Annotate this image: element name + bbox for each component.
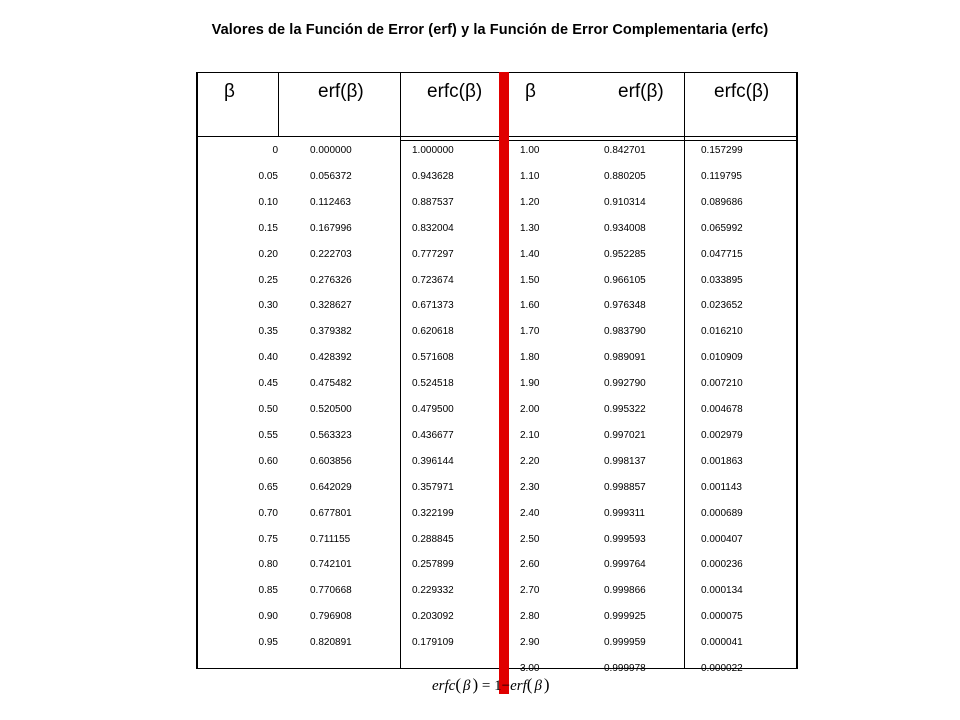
left-cell: 0.056372 — [310, 170, 352, 182]
left-cell: 0.15 — [258, 222, 278, 234]
right-cell: 2.90 — [520, 637, 540, 649]
left-cell: 0.328627 — [310, 300, 352, 312]
left-cell: 0.475482 — [310, 378, 352, 390]
right-cell: 0.998137 — [604, 455, 646, 467]
formula-one: 1 — [494, 678, 502, 694]
left-cell: 0.203092 — [412, 611, 454, 623]
right-cell: 0.016210 — [701, 326, 743, 338]
right-cell: 3.00 — [520, 663, 540, 674]
left-cell: 0.85 — [258, 585, 278, 597]
formula-equals: = — [481, 678, 491, 694]
right-cell: 2.00 — [520, 404, 540, 415]
left-cell: 0.112463 — [310, 196, 351, 208]
left-cell: 1.000000 — [412, 145, 454, 156]
formula-beta-rhs: β — [534, 678, 542, 694]
left-cell: 0.379382 — [310, 326, 352, 338]
right-cell: 0.089686 — [701, 196, 743, 208]
left-cell: 0.65 — [258, 481, 278, 493]
right-cell: 2.20 — [520, 455, 540, 467]
left-cell: 0.742101 — [310, 559, 352, 571]
right-cell: 2.80 — [520, 611, 540, 623]
left-cell: 0.70 — [258, 507, 278, 519]
right-cell: 0.976348 — [604, 300, 646, 312]
left-cell: 0.257899 — [412, 559, 454, 571]
left-cell: 0.80 — [258, 559, 278, 571]
left-cell: 0.832004 — [412, 222, 454, 234]
right-cell: 2.10 — [520, 429, 540, 441]
right-cell: 0.023652 — [701, 300, 743, 312]
left-cell: 0.524518 — [412, 378, 454, 390]
right-cell: 0.001863 — [701, 455, 743, 467]
left-cell: 0.436677 — [412, 429, 454, 441]
left-cell: 0.90 — [258, 611, 278, 623]
left-cell: 0.943628 — [412, 170, 454, 182]
right-cell: 0.000022 — [701, 663, 743, 674]
header-erf: erf(β) — [318, 81, 364, 102]
right-cell: 0.999959 — [604, 637, 646, 649]
left-cell: 0.10 — [258, 196, 278, 208]
header-rule-short — [400, 140, 482, 141]
column-divider — [400, 72, 401, 669]
left-cell: 0.60 — [258, 455, 278, 467]
left-cell: 0.222703 — [310, 248, 352, 260]
left-cell: 0.677801 — [310, 507, 352, 519]
right-cell: 0.033895 — [701, 274, 743, 286]
right-cell: 0.995322 — [604, 404, 646, 415]
formula-lhs-fn: erfc — [432, 678, 456, 694]
left-cell: 0.75 — [258, 533, 278, 545]
left-cell: 0.35 — [258, 326, 278, 338]
formula: erfc( β ) = 1−erf( β ) — [432, 675, 550, 694]
right-cell: 0.992790 — [604, 378, 646, 390]
left-cell: 0.479500 — [412, 404, 454, 415]
left-cell: 0.571608 — [412, 352, 454, 364]
right-cell: 0.007210 — [701, 378, 743, 390]
right-cell: 0.842701 — [604, 145, 646, 156]
right-cell: 0.997021 — [604, 429, 646, 441]
header-erfc: erfc(β) — [427, 81, 483, 102]
right-cell: 0.000407 — [701, 533, 743, 545]
left-cell: 0.770668 — [310, 585, 352, 597]
left-cell: 0.396144 — [412, 455, 454, 467]
left-cell: 0.50 — [258, 404, 278, 415]
formula-minus: − — [501, 678, 511, 694]
right-cell: 1.30 — [520, 222, 540, 234]
left-cell: 0.30 — [258, 300, 278, 312]
header-erfc-right: erfc(β) — [714, 81, 770, 102]
right-cell: 0.004678 — [701, 404, 743, 415]
left-cell: 0.40 — [258, 352, 278, 364]
left-cell: 0.820891 — [310, 637, 352, 649]
table-frame — [196, 72, 798, 669]
header-rule-right — [482, 140, 798, 141]
left-cell: 0.428392 — [310, 352, 352, 364]
left-cell: 0.563323 — [310, 429, 352, 441]
right-cell: 2.60 — [520, 559, 540, 571]
right-cell: 2.70 — [520, 585, 540, 597]
left-cell: 0.276326 — [310, 274, 352, 286]
red-divider — [499, 72, 509, 694]
left-cell: 0.288845 — [412, 533, 454, 545]
header-erf-right: erf(β) — [618, 81, 664, 102]
right-cell: 1.70 — [520, 326, 540, 338]
left-cell: 0.000000 — [310, 145, 352, 156]
column-divider — [684, 72, 685, 669]
right-cell: 0.010909 — [701, 352, 743, 364]
left-cell: 0.229332 — [412, 585, 454, 597]
header-rule — [196, 136, 798, 137]
right-cell: 0.001143 — [701, 481, 742, 493]
left-cell: 0.796908 — [310, 611, 352, 623]
right-cell: 1.60 — [520, 300, 540, 312]
right-cell: 0.000041 — [701, 637, 743, 649]
left-cell: 0.322199 — [412, 507, 454, 519]
right-cell: 0.002979 — [701, 429, 743, 441]
left-cell: 0.20 — [258, 248, 278, 260]
left-cell: 0 — [272, 145, 278, 156]
right-cell: 0.119795 — [701, 170, 742, 182]
right-cell: 0.999593 — [604, 533, 646, 545]
right-cell: 0.047715 — [701, 248, 743, 260]
right-cell: 0.999866 — [604, 585, 646, 597]
right-cell: 1.10 — [520, 170, 540, 182]
right-cell: 0.999764 — [604, 559, 646, 571]
formula-beta: β — [463, 678, 471, 694]
left-cell: 0.45 — [258, 378, 278, 390]
column-divider — [278, 72, 279, 136]
right-cell: 0.999925 — [604, 611, 646, 623]
left-cell: 0.723674 — [412, 274, 454, 286]
right-cell: 0.966105 — [604, 274, 646, 286]
right-cell: 0.157299 — [701, 145, 743, 156]
left-cell: 0.25 — [258, 274, 278, 286]
left-cell: 0.887537 — [412, 196, 454, 208]
page-title: Valores de la Función de Error (erf) y la Función de Error Complementaria (erfc) — [211, 22, 769, 38]
right-cell: 0.065992 — [701, 222, 743, 234]
left-cell: 0.357971 — [412, 481, 454, 493]
right-cell: 1.50 — [520, 274, 540, 286]
header-beta-right: β — [525, 81, 536, 102]
right-cell: 2.40 — [520, 507, 540, 519]
right-cell: 0.999978 — [604, 663, 646, 674]
left-cell: 0.671373 — [412, 300, 454, 312]
right-cell: 0.989091 — [604, 352, 646, 364]
header-beta: β — [224, 81, 235, 102]
right-cell: 1.80 — [520, 352, 540, 364]
left-cell: 0.603856 — [310, 455, 352, 467]
left-cell: 0.520500 — [310, 404, 352, 415]
left-cell: 0.55 — [258, 429, 278, 441]
right-cell: 0.934008 — [604, 222, 646, 234]
right-cell: 0.952285 — [604, 248, 646, 260]
right-cell: 2.30 — [520, 481, 540, 493]
right-cell: 1.40 — [520, 248, 540, 260]
right-cell: 0.000689 — [701, 507, 743, 519]
right-cell: 0.999311 — [604, 507, 645, 519]
left-cell: 0.179109 — [412, 637, 454, 649]
left-cell: 0.95 — [258, 637, 278, 649]
right-cell: 1.00 — [520, 145, 540, 156]
left-cell: 0.620618 — [412, 326, 454, 338]
right-cell: 0.983790 — [604, 326, 646, 338]
right-cell: 0.000134 — [701, 585, 743, 597]
formula-rhs-fn: erf — [510, 678, 527, 694]
right-cell: 0.880205 — [604, 170, 646, 182]
right-cell: 1.90 — [520, 378, 540, 390]
left-cell: 0.05 — [258, 170, 278, 182]
right-cell: 0.998857 — [604, 481, 646, 493]
right-cell: 1.20 — [520, 196, 540, 208]
left-cell: 0.777297 — [412, 248, 454, 260]
right-cell: 0.910314 — [604, 196, 646, 208]
left-cell: 0.711155 — [310, 533, 351, 545]
left-cell: 0.167996 — [310, 222, 352, 234]
right-cell: 0.000236 — [701, 559, 743, 571]
right-cell: 0.000075 — [701, 611, 743, 623]
right-cell: 2.50 — [520, 533, 540, 545]
left-cell: 0.642029 — [310, 481, 352, 493]
